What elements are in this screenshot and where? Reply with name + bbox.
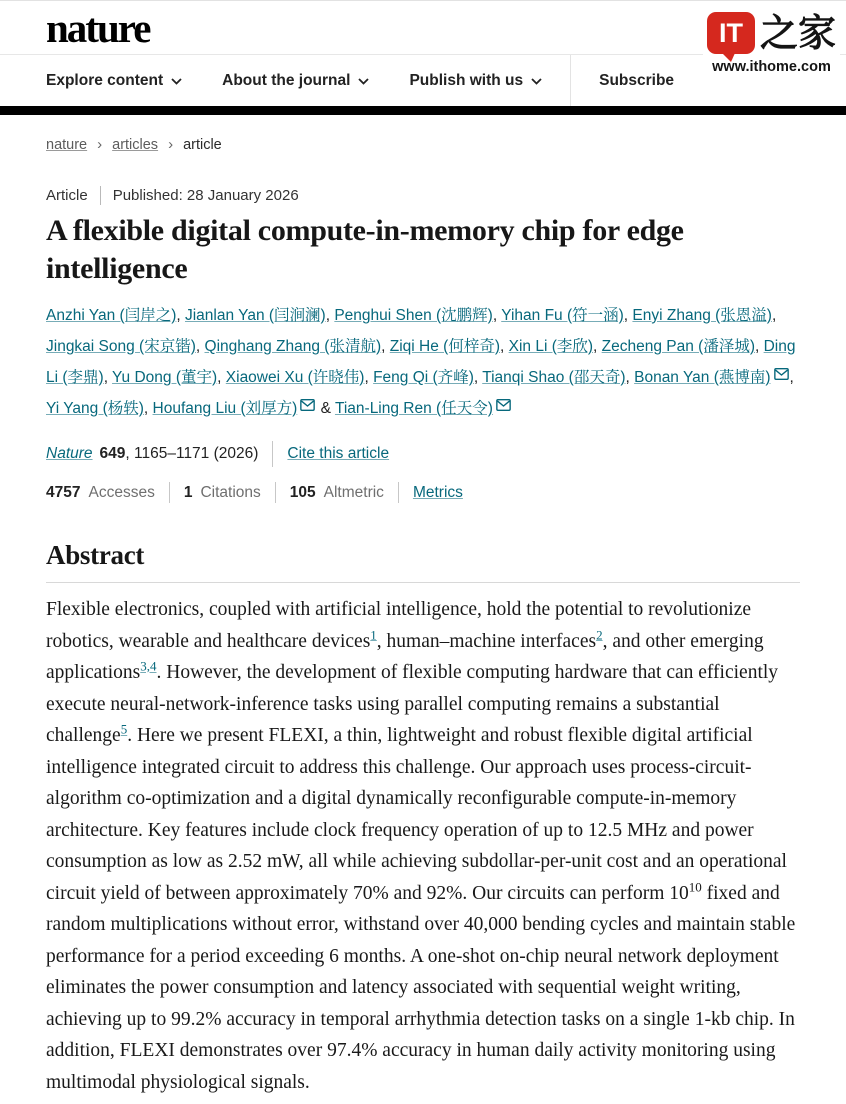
nav-item-label: About the journal bbox=[222, 71, 351, 89]
author-separator: , bbox=[381, 338, 390, 355]
breadcrumb-item[interactable]: nature bbox=[46, 136, 88, 153]
author-separator: , bbox=[473, 369, 483, 386]
main-nav-items bbox=[46, 55, 542, 106]
author-link[interactable]: Yi Yang (杨轶) bbox=[46, 400, 144, 417]
nav-item[interactable] bbox=[222, 72, 369, 90]
journal-link[interactable]: Nature bbox=[46, 445, 93, 462]
cite-this-article-link[interactable]: Cite this article bbox=[287, 445, 390, 462]
author-link[interactable]: Xin Li (李欣) bbox=[508, 338, 594, 355]
abstract-divider bbox=[46, 582, 800, 583]
nature-logo[interactable]: nature bbox=[46, 5, 150, 51]
author-link[interactable]: Penghui Shen (沈鹏辉) bbox=[334, 307, 493, 324]
author-separator: , bbox=[325, 307, 335, 324]
article-title: A flexible digital compute-in-memory chip for edge intelligence bbox=[46, 214, 684, 285]
reference-link[interactable]: 3,4 bbox=[140, 658, 157, 674]
volume-number: 649 bbox=[99, 445, 126, 462]
author-link[interactable]: Anzhi Yan (闫岸之) bbox=[46, 307, 177, 324]
breadcrumb-separator-icon: › bbox=[97, 136, 103, 153]
author-link[interactable]: Ziqi He (何梓奇) bbox=[389, 338, 500, 355]
author-link[interactable]: Ding Li (李鼎) bbox=[46, 338, 796, 386]
published-date: Published: 28 January 2026 bbox=[112, 187, 299, 204]
author-separator: , bbox=[625, 369, 635, 386]
metric-divider bbox=[398, 482, 399, 503]
email-icon[interactable] bbox=[496, 399, 511, 411]
breadcrumb bbox=[46, 136, 800, 153]
chevron-down-icon bbox=[531, 78, 542, 85]
author-link[interactable]: Jingkai Song (宋京锴) bbox=[46, 338, 196, 355]
author-separator: , bbox=[143, 400, 153, 417]
author-link[interactable]: Xiaowei Xu (许晓伟) bbox=[225, 369, 365, 386]
author-link[interactable]: Zecheng Pan (潘泽城) bbox=[601, 338, 755, 355]
author-separator: , bbox=[195, 338, 205, 355]
header-accent-bar bbox=[0, 106, 846, 115]
reference-link[interactable]: 5 bbox=[120, 721, 128, 737]
metrics-link[interactable]: Metrics bbox=[412, 483, 463, 501]
article-type-label: Article bbox=[46, 187, 88, 204]
author-separator: , bbox=[593, 338, 602, 355]
metric-value: 1 bbox=[183, 483, 193, 501]
nav-item-label: Publish with us bbox=[409, 71, 524, 89]
author-link[interactable]: Yu Dong (董宇) bbox=[112, 369, 218, 386]
author-separator: , bbox=[103, 369, 113, 386]
metrics-row bbox=[46, 482, 800, 503]
author-list bbox=[46, 300, 800, 424]
ithome-logo-chinese: 之家 bbox=[759, 11, 836, 55]
subscribe-link[interactable]: Subscribe bbox=[599, 71, 675, 89]
abstract-paragraph: Flexible electronics, coupled with artificial intelligence, hold the potential to revolutionize robotics, wearable and healthcare devices$^1$, human–machine interfaces$^2$, and other emerging applications$^{3,4}$. However, the development of flexible computing hardware that can efficiently execute neural-network-inference tasks using parallel computing remains a substantial challenge$^5$. Here we present FLEXI, a thin, lightweight and robust flexible digital artificial intelligence integrated circuit to address this challenge. Our approach uses process-circuit-algorithm co-optimization and a digital dynamically reconfigurable compute-in-memory architecture. Key features include clock frequency operation of up to 12.5 MHz and power consumption as low as 2.52 mW, all while achieving subdollar-per-unit cost and an operational circuit yield of between approximately 70% and 92%. Our circuits can perform $10^{10}$ fixed and random multiplications without error, withstand over 40,000 bending cycles and maintain stable performance for a period exceeding 6 months. A one-shot on-chip neural network deployment eliminates the power consumption and latency associated with sequential weight writing, achieving up to 99.2% accuracy in temporal arrhythmia detection tasks on a single 1-kb chip. In addition, FLEXI demonstrates over 97.4% accuracy in human daily activity monitoring using multimodal physiological signals. bbox=[46, 599, 796, 1093]
breadcrumb-separator-icon: › bbox=[168, 136, 174, 153]
author-link[interactable]: Feng Qi (齐峰) bbox=[373, 369, 474, 386]
ithome-logo-icon bbox=[707, 12, 755, 54]
metric-divider bbox=[169, 482, 170, 503]
author-link[interactable]: Tian-Ling Ren (任天令) bbox=[334, 400, 493, 417]
author-separator: , bbox=[217, 369, 226, 386]
ithome-logo-text: IT bbox=[718, 17, 743, 48]
metric-label: Altmetric bbox=[323, 483, 384, 501]
author-separator: , bbox=[492, 307, 502, 324]
author-separator: , bbox=[623, 307, 633, 324]
metric-divider bbox=[275, 482, 276, 503]
article-main bbox=[0, 136, 846, 1098]
author-separator: , bbox=[499, 338, 509, 355]
exponent-text: 10 bbox=[688, 879, 702, 894]
chevron-down-icon bbox=[358, 78, 369, 85]
author-link[interactable]: Qinghang Zhang (张清航) bbox=[204, 338, 382, 355]
email-icon[interactable] bbox=[300, 399, 315, 411]
author-separator: , bbox=[771, 307, 777, 324]
author-separator: & bbox=[316, 400, 335, 417]
author-link[interactable]: Tianqi Shao (邵天奇) bbox=[482, 369, 626, 386]
author-separator: , bbox=[176, 307, 185, 324]
breadcrumb-item[interactable]: articles bbox=[112, 136, 159, 153]
reference-link[interactable]: 1 bbox=[370, 627, 377, 642]
author-separator: , bbox=[754, 338, 764, 355]
author-link[interactable]: Enyi Zhang (张恩溢) bbox=[632, 307, 772, 324]
ithome-watermark bbox=[703, 10, 840, 77]
abstract-heading: Abstract bbox=[46, 540, 145, 570]
author-link[interactable]: Yihan Fu (符一涵) bbox=[501, 307, 624, 324]
author-link[interactable]: Jianlan Yan (闫涧澜) bbox=[184, 307, 326, 324]
author-link[interactable]: Houfang Liu (刘厚方) bbox=[152, 400, 298, 417]
nav-divider bbox=[570, 55, 571, 106]
metric-label: Citations bbox=[200, 483, 261, 501]
metric-label: Accesses bbox=[88, 483, 155, 501]
article-meta-row bbox=[46, 186, 800, 205]
citation-row bbox=[46, 441, 800, 467]
chevron-down-icon bbox=[171, 78, 182, 85]
nav-item[interactable] bbox=[409, 72, 542, 90]
author-link[interactable]: Bonan Yan (燕博南) bbox=[634, 369, 771, 386]
nav-item-label: Explore content bbox=[46, 71, 164, 89]
nav-item[interactable] bbox=[46, 72, 182, 90]
author-separator: , bbox=[364, 369, 374, 386]
author-separator: , bbox=[789, 369, 794, 386]
page-range: , 1165–1171 (2026) bbox=[125, 445, 259, 462]
metric-value: 4757 bbox=[46, 483, 81, 501]
metric-value: 105 bbox=[289, 483, 316, 501]
meta-divider bbox=[100, 186, 101, 205]
breadcrumb-item: article bbox=[183, 136, 222, 153]
ithome-url: www.ithome.com bbox=[712, 59, 831, 75]
citation-divider bbox=[272, 441, 273, 467]
reference-link[interactable]: 2 bbox=[596, 627, 603, 642]
email-icon[interactable] bbox=[774, 368, 789, 380]
